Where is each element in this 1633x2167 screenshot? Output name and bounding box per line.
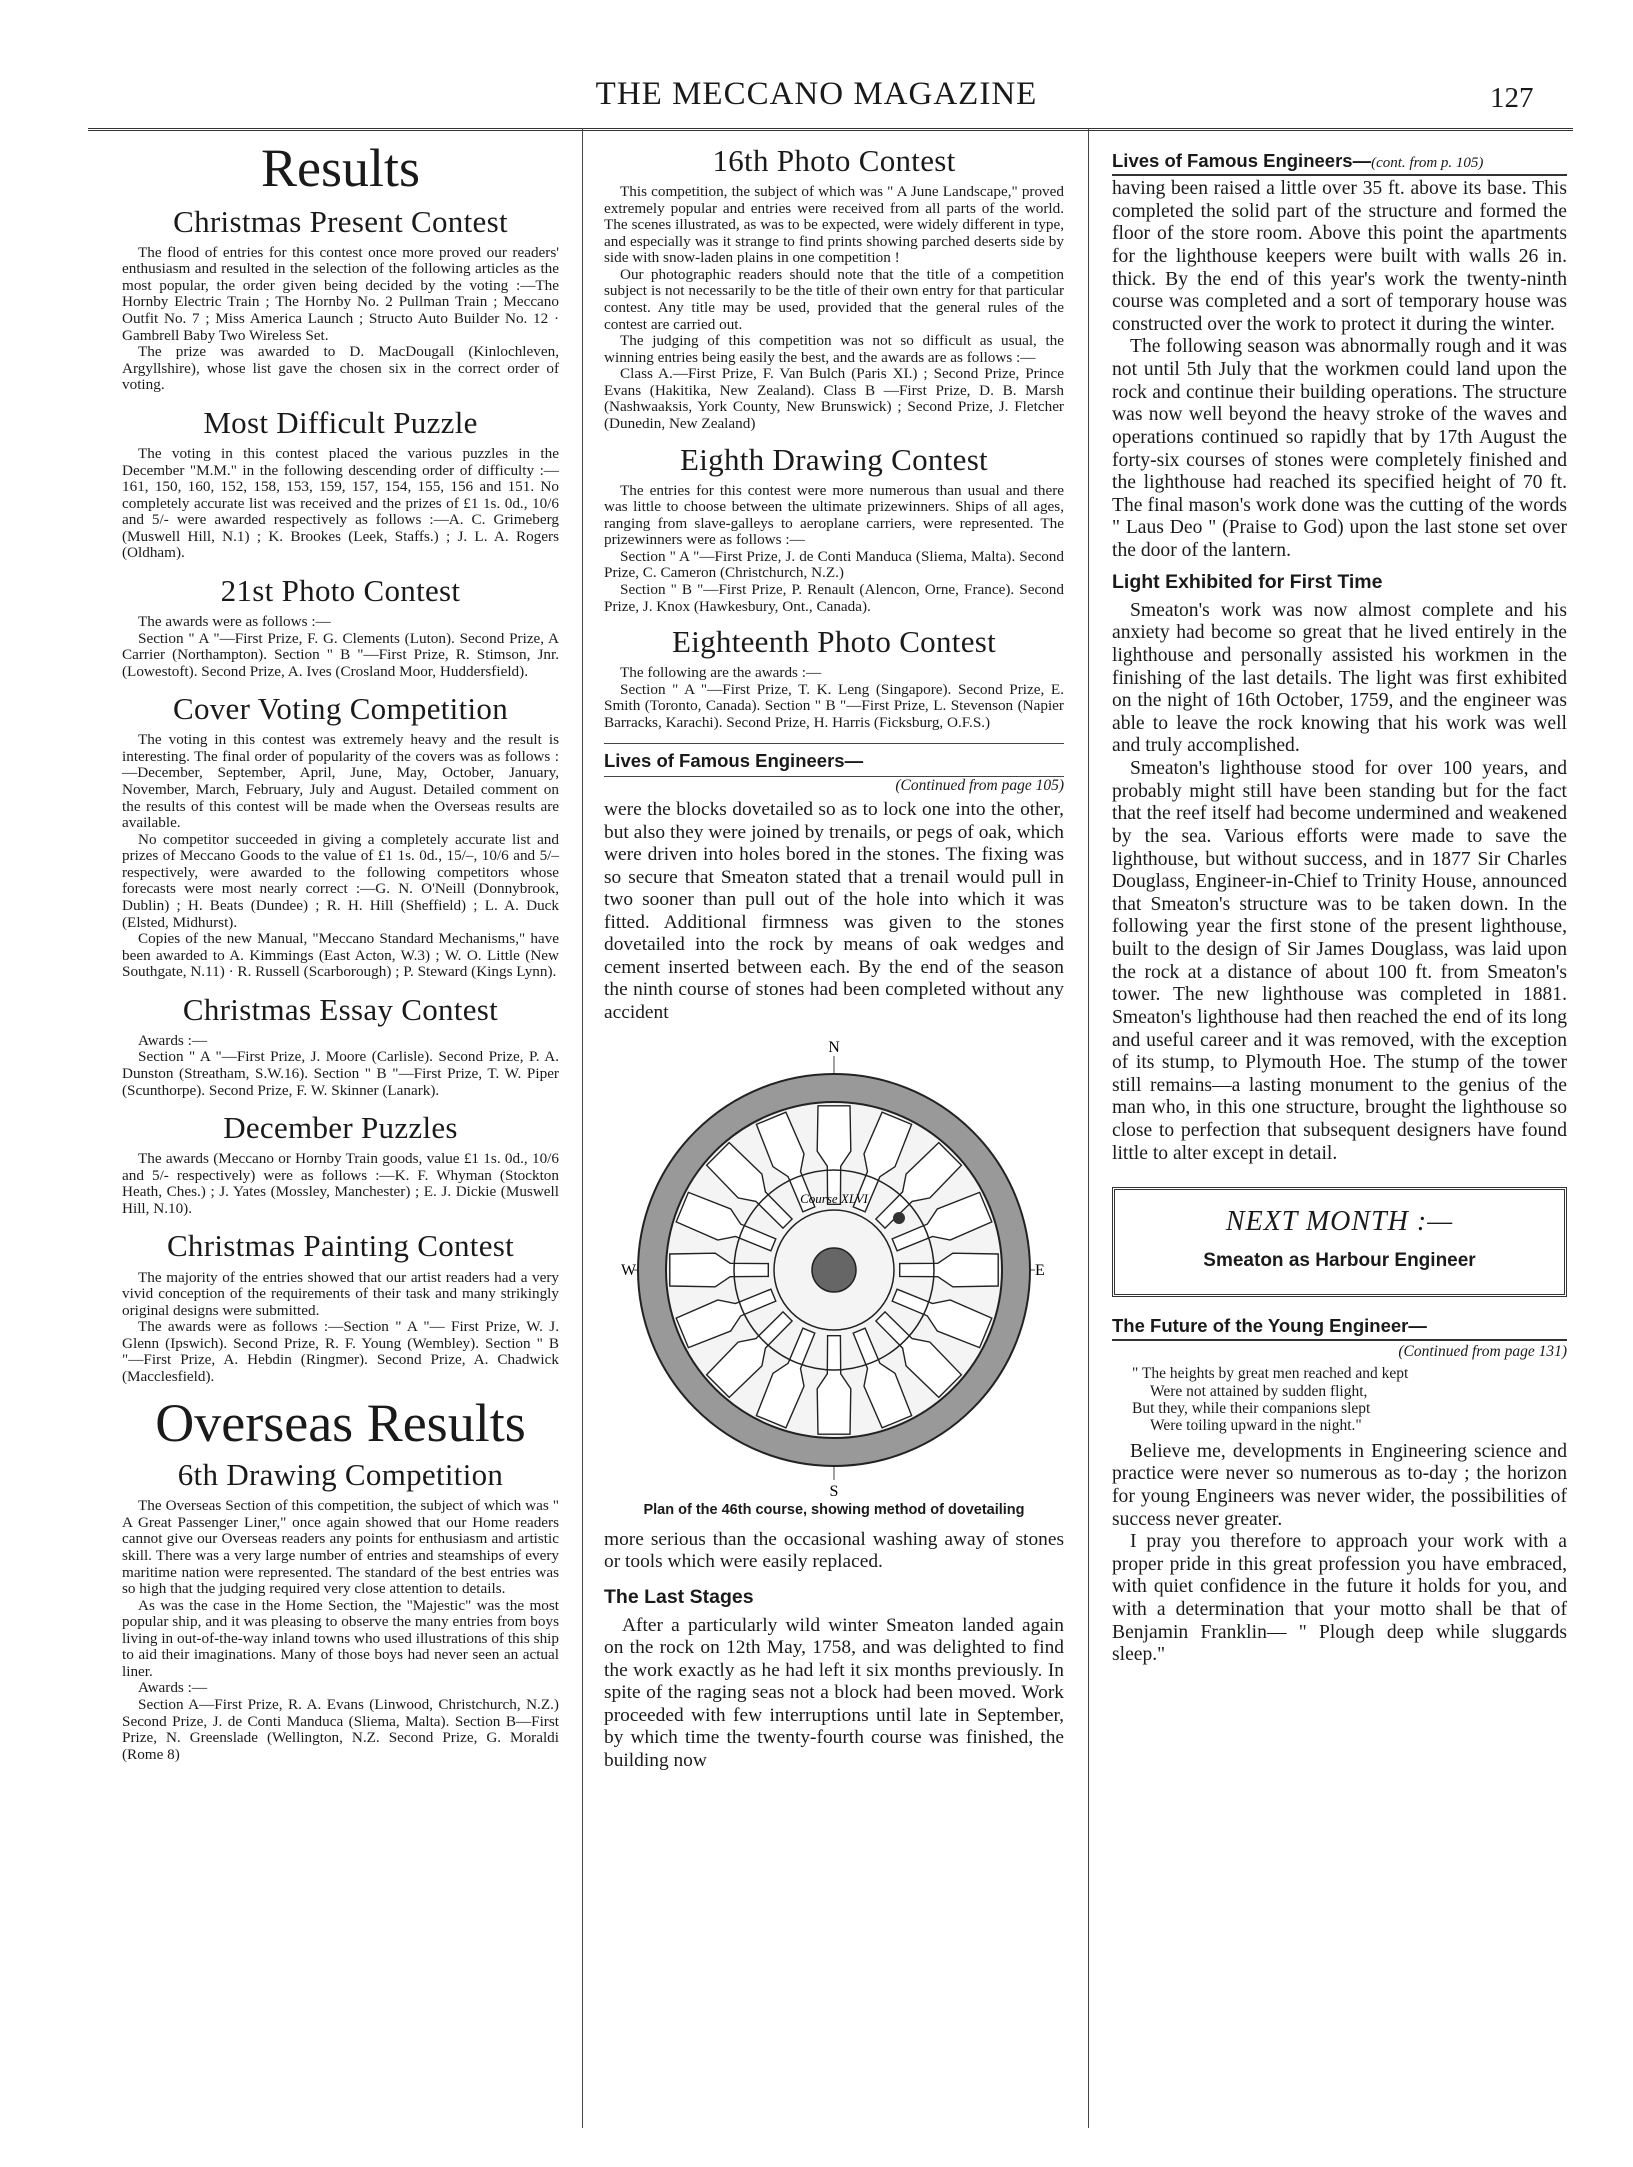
quote-line: Were not attained by sudden flight, <box>1150 1382 1368 1400</box>
next-month-box <box>1112 1187 1567 1297</box>
quote-line: But they, while their companions slept <box>1132 1399 1371 1417</box>
cover-voting-text: The voting in this contest was extremely heavy and the result is interesting. The final order of popularity of the covers was as follows :—December, September, April, June, May, October, January, November, March, February, July and August. Detailed comment on the results of this contest will be made when the Overseas results are available. <box>122 731 559 832</box>
future-text-1: Believe me, developments in Engineering science and practice were never so numerous as to-day ; the horizon for young Engineers was never wider, the possibilities of success never greater. <box>1112 1440 1567 1530</box>
compass-south: S <box>829 1483 839 1499</box>
drawing6-awards: Section A—First Prize, R. A. Evans (Linwood, Christchurch, N.Z.) Second Prize, J. de Conti Manduca (Sliema, Malta). Section B—First Prize, N. Greenslade (Wellington, N.Z. Second Prize, G. Moraldi (Rome 8) <box>122 1696 559 1763</box>
puzzle-title: Most Difficult Puzzle <box>203 404 478 440</box>
last-stages-text: After a particularly wild winter Smeaton landed again on the rock on 12th May, 1758, and was delighted to find the work exactly as he had left it six months previously. In spite of the raging seas not a block had been moved. Work proceeded with few interruptions until late in September, by which time the twenty-fourth course was finished, the building now <box>604 1614 1064 1771</box>
puzzle-text: The voting in this contest placed the various puzzles in the December "M.M." in the following descending order of difficulty :—161, 150, 160, 152, 158, 153, 159, 157, 154, 155, 156 and 151. No completely accurate list was received and the prizes of £1 1s. 0d., 10/6 and 5/- were awarded respectively as follows :—A. C. Grimeberg (Muswell Hill, N.1) ; K. Brookes (Leek, Staffs.) ; J. L. A. Rogers (Oldham). <box>122 444 559 562</box>
essay-title: Christmas Essay Contest <box>182 991 499 1027</box>
compass-west: W <box>621 1262 637 1280</box>
photo16-title: 16th Photo Contest <box>712 143 956 178</box>
photo18-awards: Section " A "—First Prize, T. K. Leng (Singapore). Second Prize, E. Smith (Toronto, Canada). Section " B "—First Prize, L. Stevenson (Napier Barracks, Karachi). Second Prize, H. Harris (Ficksburg, O.F.S.) <box>604 680 1064 731</box>
photo21-intro: The awards were as follows :— <box>138 612 331 630</box>
light-exhibited-text: Smeaton's work was now almost complete and his anxiety had become so great that he lived entirely in the lighthouse and personally assisted his workmen in the finishing of the last details. The light was first exhibited on the night of 16th October, 1759, and the engineer was able to leave the rock knowing that his work was well and truly accomplished. <box>1112 599 1567 757</box>
diagram-caption: Plan of the 46th course, showing method of dovetailing <box>643 1502 1025 1519</box>
quote-line: Were toiling upward in the night." <box>1150 1417 1362 1435</box>
poem-quote <box>1132 1365 1567 1434</box>
drawing6-title: 6th Drawing Competition <box>177 1457 504 1493</box>
compass-north: N <box>828 1039 840 1057</box>
lives-continued: (Continued from page 105) <box>895 777 1064 795</box>
column-three <box>1112 140 1567 1667</box>
drawing6-awards-label: Awards :— <box>138 1679 208 1697</box>
lighthouse-history-text: Smeaton's lighthouse stood for over 100 years, and probably might still have been standing but for the fact that the reef itself had become undermined and weakened by the sea. Various efforts were made to save the lighthouse, but without success, and in 1877 Sir Charles Douglass, Engineer-in-Chief to Trinity House, announced that Smeaton's structure was to be taken down. In the following year the first stone of the present lighthouse, built to the design of Sir James Douglass, was laid upon the rock at a distance of about 100 ft. from Smeaton's tower. The new lighthouse was completed in 1881. Smeaton's lighthouse had then reached the end of its long and useful career and it was removed, with the exception of its stump, to Plymouth Hoe. The stump of the tower still remains—a lasting monument to the genius of the man who, in this one structure, brought the lighthouse so close to perfection that subsequent designers have found little to alter except in detail. <box>1112 758 1567 1164</box>
compass-east: E <box>1035 1262 1045 1280</box>
drawing8-title: Eighth Drawing Contest <box>680 441 988 477</box>
lives-cont-text-2: The following season was abnormally rough and it was not until 5th July that the workmen could land upon the rock and continue their building operations. The structure was now well beyond the heavy stroke of the waves and operations continued so rapidly that by 17th August the forty-six courses of stones were completely finished and the lighthouse had reached its specified height of 70 ft. The final mason's work done was the cutting of the words " Laus Deo " (Praise to God) upon the last stone set over the door of the lantern. <box>1112 336 1567 561</box>
results-heading: Results <box>260 138 421 198</box>
column-divider-left <box>582 128 583 2128</box>
drawing6-majestic: As was the case in the Home Section, the "Majestic" was the most popular ship, and it was pleasing to observe the many entries from boys living in out-of-the-way inland towns who used illustrations of this ship to aid their imaginations. Many of those boys had never seen an actual liner. <box>122 1596 559 1680</box>
drawing6-text: The Overseas Section of this competition, the subject of which was " A Great Passenger Liner," once again showed that our Home readers cannot give our Overseas readers any points for enthusiasm and artistic skill. There was a very large number of entries and steamships of every maritime nation were represented. The standard of the best entries was so high that the judging required very close attention to details. <box>122 1497 559 1598</box>
cover-voting-copies: Copies of the new Manual, "Meccano Standard Mechanisms," have been awarded to A. Kimmings (East Acton, W.3) ; W. O. Little (New Southgate, N.11) · R. Russell (Scarborough) ; P. Steward (Kings Lynn). <box>122 930 559 981</box>
essay-intro: Awards :— <box>138 1031 208 1049</box>
painting-title: Christmas Painting Contest <box>166 1228 515 1264</box>
quote-line: " The heights by great men reached and kept <box>1132 1365 1409 1383</box>
central-stone <box>812 1248 856 1292</box>
page-number: 127 <box>1490 82 1534 114</box>
cover-voting-prizes: No competitor succeeded in giving a completely accurate list and prizes of Meccano Goods to the value of £1 1s. 0d., 15/–, 10/6 and 5/– respectively, were awarded to the following competitors whose forecasts were most nearly correct :—G. N. O'Neill (Donnybrook, Dublin) ; H. Beats (Dundee) ; R. H. Hill (Sheffield) ; L. A. Duck (Elsted, Midhurst). <box>122 830 559 931</box>
photo21-awards: Section " A "—First Prize, F. G. Clements (Luton). Second Prize, A Carrier (Northampton). Section " B "—First Prize, R. Stimson, Jnr. (Lowestoft). Second Prize, A. Ives (Crosland Moor, Huddersfield). <box>122 629 559 680</box>
next-month-label: NEXT MONTH :— <box>1225 1206 1454 1238</box>
overseas-heading: Overseas Results <box>155 1393 526 1454</box>
photo18-intro: The following are the awards :— <box>620 664 822 682</box>
future-header: The Future of the Young Engineer— <box>1112 1315 1567 1341</box>
course-label: Course XLVI <box>800 1191 868 1207</box>
photo16-awards: Class A.—First Prize, F. Van Bulch (Paris XI.) ; Second Prize, Prince Evans (Hakitika, New Zealand). Class B —First Prize, D. B. Marsh (Nashwaaksis, York County, New Brunswick) ; Second Prize, J. Fletcher (Dunedin, New Zealand) <box>604 365 1064 432</box>
lives-header-cont-ref: (cont. from p. 105) <box>1371 155 1484 171</box>
future-text-2: I pray you therefore to approach your work with a proper pride in this great profession you have embraced, with quiet confidence in the future it holds for you, and with a determination that your motto shall be that of Benjamin Franklin— " Plough deep while sluggards sleep." <box>1112 1531 1567 1666</box>
future-continued: (Continued from page 131) <box>1398 1343 1567 1361</box>
christmas-present-prize: The prize was awarded to D. MacDougall (Kinlochleven, Argyllshire), whose list gave the chosen six in the correct order of voting. <box>122 343 559 394</box>
lives-header-cont <box>1112 150 1567 176</box>
lives-cont-text-1: having been raised a little over 35 ft. above its base. This completed the solid part of the structure and formed the floor of the store room. Above this point the apartments for the lighthouse keepers were built with walls 26 in. thick. By the end of this year's work the twenty-ninth course was completed and a sort of temporary house was constructed over the work to protect it during the winter. <box>1112 178 1567 335</box>
header-rule <box>88 128 1573 133</box>
column-one <box>122 140 559 1763</box>
next-month-title: Smeaton as Harbour Engineer <box>1203 1250 1476 1272</box>
lives-header-cont-title: Lives of Famous Engineers— <box>1112 150 1372 171</box>
christmas-present-text: The flood of entries for this contest once more proved our readers' enthusiasm and resulted in the selection of the following articles as the most popular, the order given being decided by the voting :—The Hornby Electric Train ; The Hornby No. 2 Pullman Train ; Meccano Outfit No. 7 ; Miss America Launch ; Structo Auto Builder No. 12 · Gambrell Baby Two Wireless Set. <box>122 243 559 344</box>
christmas-present-title: Christmas Present Contest <box>173 203 508 239</box>
last-stages-title: The Last Stages <box>604 1585 754 1608</box>
december-puzzles-title: December Puzzles <box>223 1110 458 1146</box>
photo16-text: This competition, the subject of which was " A June Landscape," proved extremely popular and entries were received from all parts of the world. The scenes illustrated, as was to be expected, were widely different in type, and especially was it strange to find prints showing parched deserts side by side with snow-laden plains in one competition ! <box>604 183 1064 267</box>
column-two <box>604 140 1064 1772</box>
drawing8-section-b: Section " B "—First Prize, P. Renault (Alencon, Orne, France). Second Prize, J. Knox (Hawkesbury, Ont., Canada). <box>604 581 1064 615</box>
photo18-title: Eighteenth Photo Contest <box>671 624 997 660</box>
painting-awards: The awards were as follows :—Section " A "— First Prize, W. J. Glenn (Ipswich). Second Prize, R. F. Young (Wembley). Section " B "—First Prize, A. Hebdin (Ringmer). Second Prize, A. Chadwick (Macclesfield). <box>122 1318 559 1385</box>
drawing8-section-a: Section " A "—First Prize, J. de Conti Manduca (Sliema, Malta). Second Prize, C. Cameron (Christchurch, N.Z.) <box>604 547 1064 582</box>
course-plan-diagram <box>619 1038 1049 1498</box>
painting-text: The majority of the entries showed that our artist readers had a very vivid conception of the requirements of their task and many strikingly original designs were submitted. <box>122 1268 559 1319</box>
december-puzzles-text: The awards (Meccano or Hornby Train goods, value £1 1s. 0d., 10/6 and 5/- respectively) were as follows :—K. F. Whyman (Stockton Heath, Ches.) ; J. Yates (Mossley, Manchester) ; E. J. Dickie (Muswell Hill, N.10). <box>122 1150 559 1217</box>
section-rule <box>604 743 1064 744</box>
lives-text-continued: more serious than the occasional washing away of stones or tools which were easily replaced. <box>604 1528 1064 1573</box>
photo16-judging: The judging of this competition was not so difficult as usual, the winning entries being easily the best, and the awards are as follows :— <box>604 332 1064 366</box>
light-exhibited-title: Light Exhibited for First Time <box>1112 570 1383 593</box>
essay-awards: Section " A "—First Prize, J. Moore (Carlisle). Second Prize, P. A. Dunston (Streatham, S.W.16). Section " B "—First Prize, T. W. Piper (Scunthorpe). Second Prize, F. W. Skinner (Lanark). <box>122 1048 559 1099</box>
photo16-note: Our photographic readers should note that the title of a competition subject is not necessarily to be the title of their own entry for that particular contest. Any title may be used, provided that the general rules of the contest are carried out. <box>604 265 1064 333</box>
drawing8-text: The entries for this contest were more numerous than usual and there was little to choose between the ultimate prizewinners. Ships of all ages, ranging from slave-galleys to aeroplane carriers, were represented. The prizewinners were as follows :— <box>604 481 1064 549</box>
column-divider-right <box>1088 128 1089 2128</box>
lives-text: were the blocks dovetailed so as to lock one into the other, but also they were joined by trenails, or pegs of oak, which were driven into holes bored in the stones. The fixing was so secure that Smeaton stated that a trenail would pull in two sooner than pull out of the hole into which it was fitted. Additional firmness was given to the stones dovetailed into the rock by means of oak wedges and cement inserted between each. By the end of the season the ninth course of stones had been completed without any accident <box>604 799 1064 1023</box>
lives-header: Lives of Famous Engineers— <box>604 750 864 772</box>
cover-voting-title: Cover Voting Competition <box>172 691 508 727</box>
photo21-title: 21st Photo Contest <box>220 572 461 608</box>
magazine-title: THE MECCANO MAGAZINE <box>595 76 1038 112</box>
